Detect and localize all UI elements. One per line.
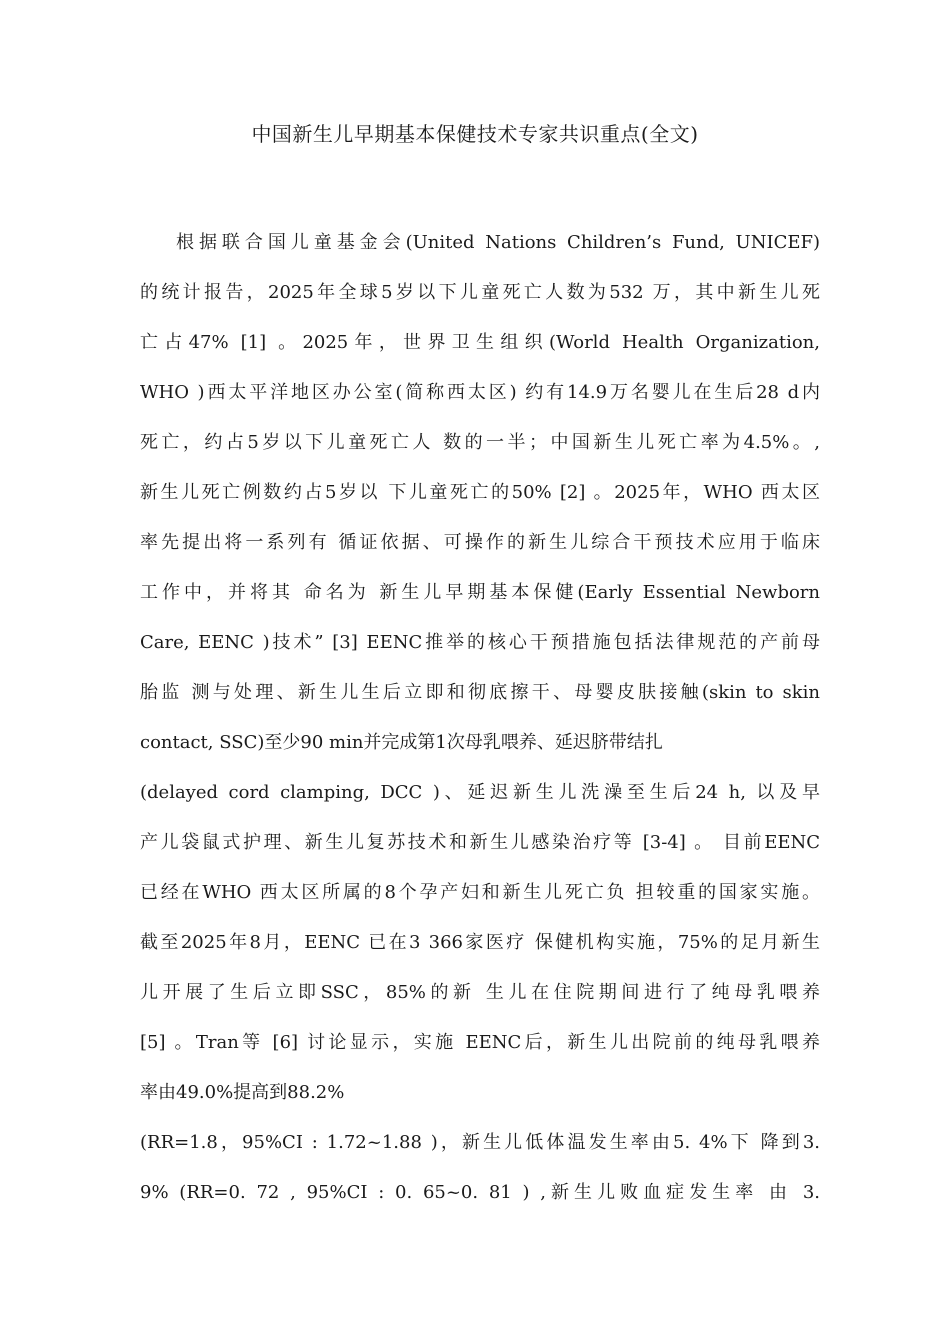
text-line: 工作中，并将其 命名为 新生儿早期基本保健(Early Essential Newborn [140,582,820,603]
text-line: 亡占47% [1] 。2025年，世界卫生组织(World Health Organization, [140,332,820,353]
text-line: Care, EENC )技术” [3] EENC推举的核心干预措施包括法律规范的产前母 [140,632,820,653]
text-line: 根据联合国儿童基金会(United Nations Children’s Fund, UNICEF) [176,232,820,253]
text-line: 死亡，约占5岁以下儿童死亡人 数的一半；中国新生儿死亡率为4.5%。, [140,432,820,453]
text-line: 新生儿死亡例数约占5岁以 下儿童死亡的50% [2] 。2025年，WHO 西太区 [140,482,820,503]
text-line: 截至2025年8月，EENC 已在3 366家医疗 保健机构实施，75%的足月新生 [140,932,820,953]
text-line: 儿开展了生后立即SSC，85%的新 生儿在住院期间进行了纯母乳喂养 [140,982,820,1003]
text-line: 率由49.0%提高到88.2% [140,1082,345,1103]
text-line: (RR=1.8，95%CI : 1.72~1.88 )，新生儿低体温发生率由5. 4%下 降到3. [140,1132,820,1153]
text-line: WHO )西太平洋地区办公室(简称西太区) 约有14.9万名婴儿在生后28 d内 [140,382,820,403]
document-title: 中国新生儿早期基本保健技术专家共识重点(全文) [251,122,699,146]
text-line: 率先提出将一系列有 循证依据、可操作的新生儿综合干预技术应用于临床 [140,532,820,553]
text-line: (delayed cord clamping, DCC )、延迟新生儿洗澡至生后24 h, 以及早 [140,782,820,803]
text-line: 的统计报告，2025年全球5岁以下儿童死亡人数为532 万，其中新生儿死 [140,282,820,303]
text-line: 胎监 测与处理、新生儿生后立即和彻底擦干、母婴皮肤接触(skin to skin [140,682,820,703]
text-line: 已经在WHO 西太区所属的8个孕产妇和新生儿死亡负 担较重的国家实施。 [140,882,820,903]
text-line: 9% (RR=0. 72 , 95%CI : 0. 65~0. 81 ) ,新生儿败血症发生率 由 3. [140,1182,820,1203]
body-paragraph [140,228,820,1228]
text-line: [5] 。Tran等 [6] 讨论显示，实施 EENC后，新生儿出院前的纯母乳喂养 [140,1032,820,1053]
text-line: contact, SSC)至少90 min并完成第1次母乳喂养、延迟脐带结扎 [140,732,663,753]
text-line: 产儿袋鼠式护理、新生儿复苏技术和新生儿感染治疗等 [3-4] 。 目前EENC [140,832,820,853]
